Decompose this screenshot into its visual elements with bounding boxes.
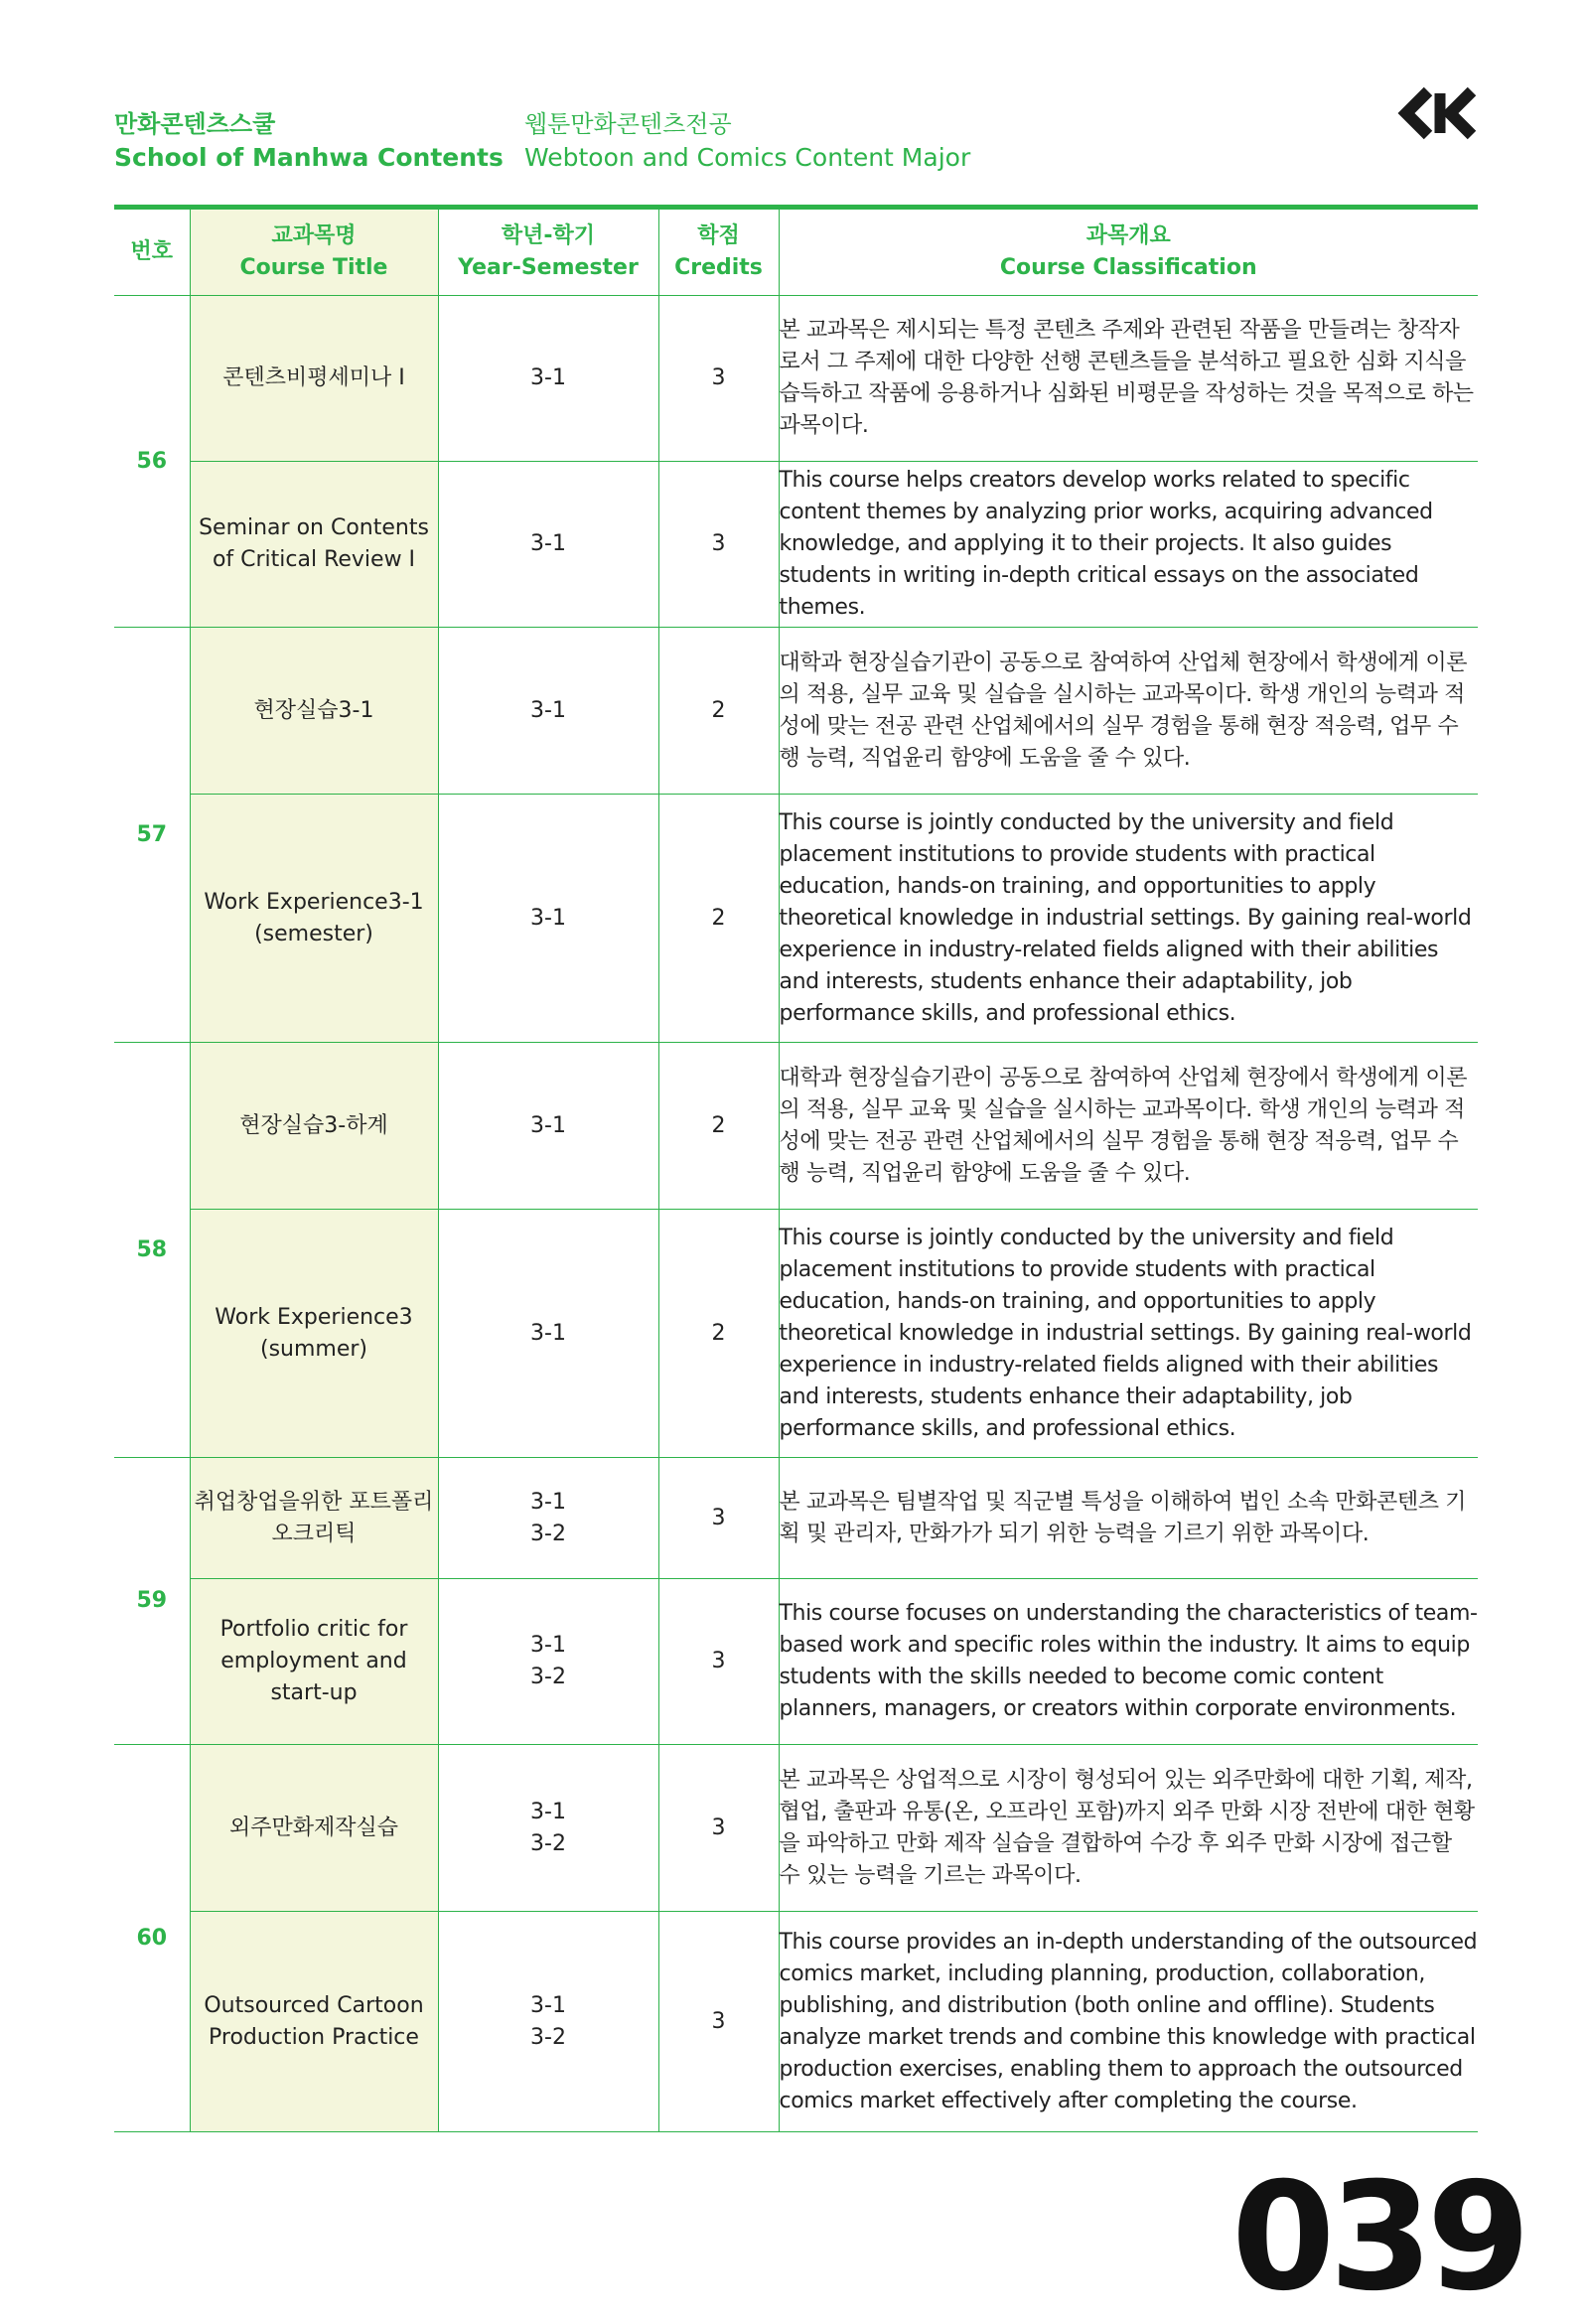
table-row — [114, 1210, 1478, 1458]
course-title: 현장실습3-하계 — [190, 1043, 438, 1210]
table-row — [114, 1912, 1478, 2132]
table-row — [114, 1579, 1478, 1745]
school-name-korean: 만화콘텐츠스쿨 — [114, 110, 276, 138]
course-description: This course focuses on understanding the characteristics of team-based work and specific roles within the industry. It aims to equip students with the skills needed to become comic content planners, managers, or creators within corporate environments. — [779, 1579, 1478, 1745]
course-description: This course is jointly conducted by the university and field placement institutions to provide students with practical education, hands-on training, and opportunities to apply theoretical knowledge in industrial settings. By gaining real-world experience in industry-related fields aligned with their abilities and interests, students enhance their adaptability, job performance skills, and professional ethics. — [779, 1210, 1478, 1458]
course-number: 60 — [114, 1745, 190, 2132]
header-credits: 학점 Credits — [658, 210, 779, 296]
year-semester: 3-1 3-2 — [438, 1745, 658, 1912]
header-year-semester: 학년-학기 Year-Semester — [438, 210, 658, 296]
course-title: 콘텐츠비평세미나 I — [190, 296, 438, 462]
major-heading — [524, 107, 970, 175]
course-description: 대학과 현장실습기관이 공동으로 참여하여 산업체 현장에서 학생에게 이론의 적용, 실무 교육 및 실습을 실시하는 교과목이다. 학생 개인의 능력과 적성에 맞는 전공 관련 산업체에서의 실무 경험을 통해 현장 적응력, 업무 수행 능력, 직업윤리 함양에 도움을 줄 수 있다. — [779, 1043, 1478, 1210]
table-row — [114, 1043, 1478, 1210]
course-number: 58 — [114, 1043, 190, 1458]
course-number: 59 — [114, 1458, 190, 1745]
credits: 2 — [658, 1043, 779, 1210]
year-semester: 3-1 — [438, 296, 658, 462]
year-semester: 3-1 3-2 — [438, 1912, 658, 2132]
table-row — [114, 1745, 1478, 1912]
credits: 2 — [658, 1210, 779, 1458]
table-row — [114, 1458, 1478, 1579]
credits: 2 — [658, 628, 779, 795]
table-row — [114, 462, 1478, 628]
year-semester: 3-1 — [438, 628, 658, 795]
page-number: 039 — [1231, 2151, 1525, 2324]
year-semester: 3-1 — [438, 1210, 658, 1458]
year-semester: 3-1 3-2 — [438, 1458, 658, 1579]
credits: 3 — [658, 296, 779, 462]
course-table — [114, 210, 1478, 2132]
table-row — [114, 795, 1478, 1043]
course-title: 취업창업을위한 포트폴리오크리틱 — [190, 1458, 438, 1579]
year-semester: 3-1 — [438, 462, 658, 628]
course-title: Work Experience3-1 (semester) — [190, 795, 438, 1043]
ck-logo-icon — [1400, 85, 1478, 141]
course-title: 외주만화제작실습 — [190, 1745, 438, 1912]
header-number: 번호 — [114, 210, 190, 296]
table-row — [114, 628, 1478, 795]
course-number: 57 — [114, 628, 190, 1043]
credits: 3 — [658, 1912, 779, 2132]
table-row — [114, 296, 1478, 462]
course-title: Portfolio critic for employment and start-up — [190, 1579, 438, 1745]
course-title: 현장실습3-1 — [190, 628, 438, 795]
header-course-classification: 과목개요 Course Classification — [779, 210, 1478, 296]
course-description: This course helps creators develop works related to specific content themes by analyzing prior works, acquiring advanced knowledge, and applying it to their projects. It also guides students in writing in-depth critical essays on the associated themes. — [779, 462, 1478, 628]
course-number: 56 — [114, 296, 190, 628]
major-name-english: Webtoon and Comics Content Major — [524, 143, 971, 172]
course-description: 본 교과목은 팀별작업 및 직군별 특성을 이해하여 법인 소속 만화콘텐츠 기획 및 관리자, 만화가가 되기 위한 능력을 기르기 위한 과목이다. — [779, 1458, 1478, 1579]
major-name-korean: 웹툰만화콘텐츠전공 — [524, 110, 732, 138]
credits: 3 — [658, 462, 779, 628]
credits: 3 — [658, 1745, 779, 1912]
table-header-row — [114, 210, 1478, 296]
credits: 3 — [658, 1579, 779, 1745]
year-semester: 3-1 — [438, 795, 658, 1043]
school-heading — [114, 107, 504, 175]
year-semester: 3-1 3-2 — [438, 1579, 658, 1745]
course-title: Seminar on Contents of Critical Review I — [190, 462, 438, 628]
credits: 3 — [658, 1458, 779, 1579]
course-description: This course provides an in-depth understanding of the outsourced comics market, including planning, production, collaboration, publishing, and distribution (both online and offline). Students analyze market trends and combine this knowledge with practical production exercises, enabling them to approach the outsourced comics market effectively after completing the course. — [779, 1912, 1478, 2132]
course-description: 본 교과목은 상업적으로 시장이 형성되어 있는 외주만화에 대한 기획, 제작, 협업, 출판과 유통(온, 오프라인 포함)까지 외주 만화 시장 전반에 대한 현황을 파악하고 만화 제작 실습을 결합하여 수강 후 외주 만화 시장에 접근할 수 있는 능력을 기르는 과목이다. — [779, 1745, 1478, 1912]
course-title: Outsourced Cartoon Production Practice — [190, 1912, 438, 2132]
header-course-title: 교과목명 Course Title — [190, 210, 438, 296]
course-title: Work Experience3 (summer) — [190, 1210, 438, 1458]
year-semester: 3-1 — [438, 1043, 658, 1210]
course-description: 본 교과목은 제시되는 특정 콘텐츠 주제와 관련된 작품을 만들려는 창작자로서 그 주제에 대한 다양한 선행 콘텐츠들을 분석하고 필요한 심화 지식을 습득하고 작품에 응용하거나 심화된 비평문을 작성하는 것을 목적으로 하는 과목이다. — [779, 296, 1478, 462]
course-description: 대학과 현장실습기관이 공동으로 참여하여 산업체 현장에서 학생에게 이론의 적용, 실무 교육 및 실습을 실시하는 교과목이다. 학생 개인의 능력과 적성에 맞는 전공 관련 산업체에서의 실무 경험을 통해 현장 적응력, 업무 수행 능력, 직업윤리 함양에 도움을 줄 수 있다. — [779, 628, 1478, 795]
school-name-english: School of Manhwa Contents — [114, 143, 504, 172]
course-description: This course is jointly conducted by the university and field placement institutions to provide students with practical education, hands-on training, and opportunities to apply theoretical knowledge in industrial settings. By gaining real-world experience in industry-related fields aligned with their abilities and interests, students enhance their adaptability, job performance skills, and professional ethics. — [779, 795, 1478, 1043]
credits: 2 — [658, 795, 779, 1043]
